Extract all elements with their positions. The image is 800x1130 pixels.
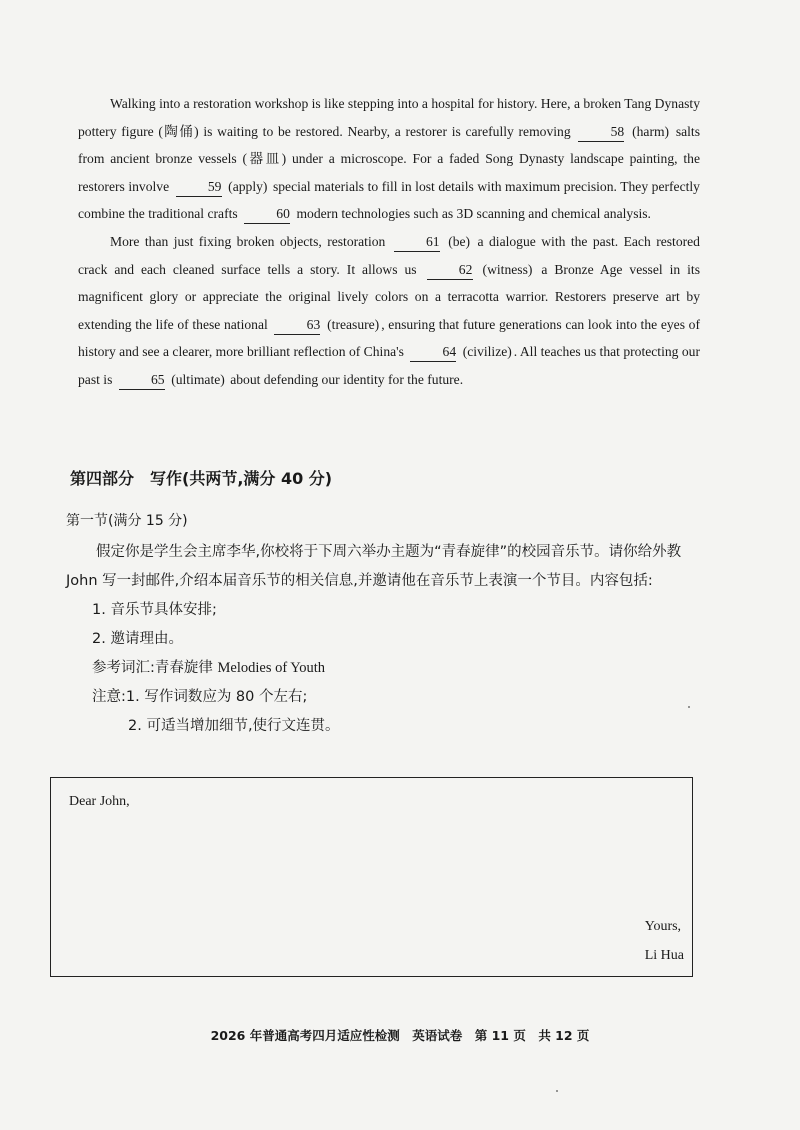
passage-text: modern technologies such as 3D scanning and chemical analysis. <box>296 206 651 222</box>
passage-text: a Bronze Age vessel in its magnificent glory or appreciate the original lively colors on a terracotta warrior. Restorers preserve art by extending the life of these national <box>78 261 700 332</box>
prompt-item-1: 1. 音乐节具体安排; <box>92 602 217 618</box>
passage-text: special materials to fill in lost details with maximum precision. They perfectly combine the traditional crafts <box>78 178 700 222</box>
reference-vocab <box>66 654 706 683</box>
passage-paragraph-2 <box>78 228 700 394</box>
letter-signature: Li Hua <box>644 948 684 963</box>
passage-text: Walking into a restoration workshop is like stepping into a hospital for history. Here, a broken Tang Dynasty pottery figure (陶俑) is waiting to be restored. Nearby, a restorer is carefully removing <box>78 96 700 139</box>
hint-64: (civilize) <box>462 344 512 360</box>
section-title: 第四部分 写作(共两节,满分 40 分) <box>70 469 333 488</box>
hint-58: (harm) <box>632 123 670 139</box>
passage-text: a dialogue with the past. Each restored crack and each cleaned surface tells a story. It allows us <box>78 233 700 277</box>
answer-box[interactable] <box>50 777 693 977</box>
blank-58: 58 <box>578 123 624 142</box>
note-1: 注意:1. 写作词数应为 80 个左右; <box>92 689 308 705</box>
blank-61: 61 <box>394 233 440 252</box>
note-2: 2. 可适当增加细节,使行文连贯。 <box>128 718 340 734</box>
letter-greeting: Dear John, <box>69 794 130 809</box>
blank-62: 62 <box>427 261 473 280</box>
blank-65: 65 <box>119 371 165 390</box>
hint-62: (witness) <box>482 261 533 277</box>
passage-text: . All teaches us that protecting our past is <box>78 344 700 387</box>
reference-label: 参考词汇:青春旋律 <box>92 660 213 676</box>
blank-64: 64 <box>410 343 456 362</box>
blank-63: 63 <box>274 316 320 335</box>
grammar-fill-passage <box>78 90 700 394</box>
hint-65: (ultimate) <box>171 371 225 387</box>
scan-speck <box>556 1090 558 1092</box>
subsection-title: 第一节(满分 15 分) <box>66 513 188 529</box>
hint-59: (apply) <box>228 178 268 194</box>
passage-text: about defending our identity for the future. <box>230 371 464 387</box>
prompt-item-2: 2. 邀请理由。 <box>92 631 183 647</box>
passage-text: , ensuring that future generations can look into the eyes of history and see a clearer, more brilliant reflection of China's <box>78 316 700 360</box>
page-footer: 2026 年普通高考四月适应性检测 英语试卷 第 11 页 共 12 页 <box>210 1028 590 1043</box>
passage-paragraph-1 <box>78 90 700 228</box>
blank-60: 60 <box>244 205 290 224</box>
writing-prompt <box>66 538 706 741</box>
reference-english: Melodies of Youth <box>217 660 326 676</box>
passage-text: More than just fixing broken objects, restoration <box>110 233 386 249</box>
prompt-text: 假定你是学生会主席李华,你校将于下周六举办主题为“青春旋律”的校园音乐节。请你给外教 John 写一封邮件,介绍本届音乐节的相关信息,并邀请他在音乐节上表演一个节目。内容包括: <box>66 544 682 589</box>
letter-closing-word: Yours, <box>644 919 682 934</box>
blank-59: 59 <box>176 178 222 197</box>
hint-63: (treasure) <box>327 316 380 332</box>
hint-61: (be) <box>448 233 471 249</box>
scan-speck <box>688 706 690 708</box>
letter-closing <box>645 912 684 970</box>
passage-text: salts from ancient bronze vessels (器皿) under a microscope. For a faded Song Dynasty landscape painting, the restorers involve <box>78 123 700 194</box>
